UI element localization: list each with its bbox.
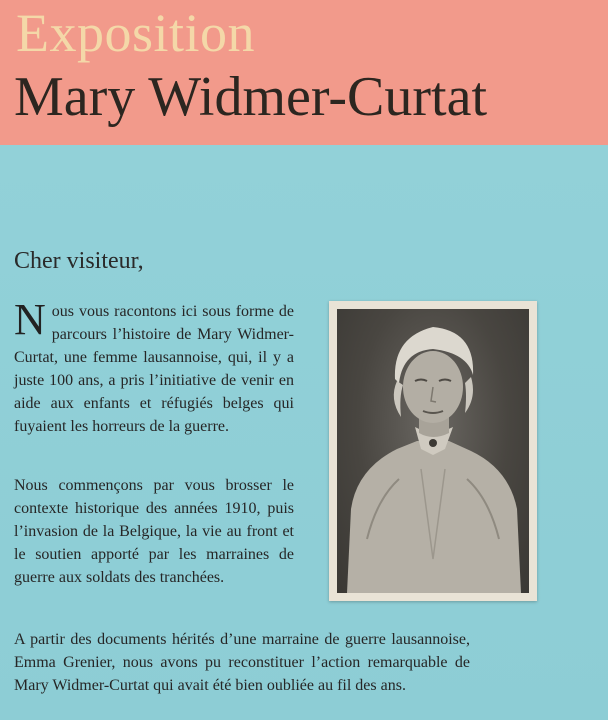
documents-paragraph: A partir des documents hérités d’une marraine de guerre lausannoise, Emma Grenier, nous avons pu reconstituer l’action remarquable de Mary Widmer-Curtat qui avait été bien oubliée au fil des ans.: [14, 631, 470, 694]
context-paragraph: Nous commençons par vous brosser le contexte historique des années 1910, puis l’invasion de la Belgique, la vie au front et le soutien apporté par les marraines de guerre aux soldats des tranchées.: [14, 477, 294, 586]
portrait-frame: [329, 301, 537, 601]
portrait-photo: [337, 309, 529, 593]
greeting-heading: Cher visiteur,: [14, 248, 144, 274]
portrait-illustration: [337, 309, 529, 593]
intro-paragraph: [14, 295, 294, 438]
header-band: [0, 0, 608, 145]
exhibition-label: Exposition: [16, 3, 256, 63]
drop-cap: N: [14, 295, 46, 344]
exhibition-title: Mary Widmer-Curtat: [14, 66, 488, 128]
intro-paragraph-text: ous vous racontons ici sous forme de parcours l’histoire de Mary Widmer-Curtat, une femme lausannoise, qui, il y a juste 100 ans, a pris l’initiative de venir en aide aux enfants et réfugiés belges qui fuyaient les horreurs de la guerre.: [14, 303, 294, 435]
